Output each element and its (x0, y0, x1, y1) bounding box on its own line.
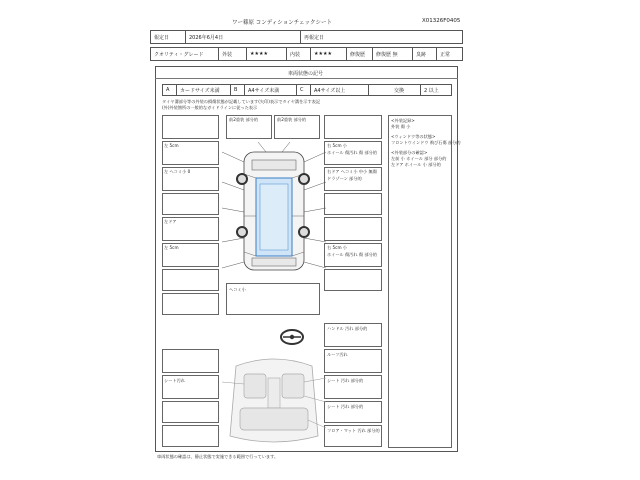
label-right-front-door: 右ドア ヘコミ小 中小 無傷 (327, 169, 377, 174)
label-driver-seat: シート 汚れ 部分的 (327, 378, 364, 383)
exterior-label: 外装 (219, 48, 247, 60)
wheel-front-left-icon (236, 173, 248, 185)
label-front-bumper: 前2重装 部分的 (229, 117, 259, 122)
pad-left-7 (162, 269, 219, 291)
legend-c-text: A4サイズ以上 (311, 85, 369, 95)
reinspection-label: 再報定日 (304, 34, 325, 41)
label-rear-floor: フロア・マット 汚れ 部分的 (327, 428, 380, 433)
wheel-rear-right-icon (298, 226, 310, 238)
pad-left-8 (162, 293, 219, 315)
info-row-dates (150, 30, 463, 44)
notes-line-2: <ウィンドウ等の状態> (391, 134, 436, 139)
interior-pad-left-4 (162, 425, 219, 447)
legend-b-text: A4サイズ未満 (245, 85, 297, 95)
sheet-title: ワー篠原 コンディションチェックシート (232, 20, 333, 26)
notes-line-5: 左前 小 ホイール 部分 部分的 (391, 156, 447, 161)
label-right-seat: シート 汚れ 部分的 (327, 404, 364, 409)
wheel-rear-left-icon (236, 226, 248, 238)
info-row-grades (150, 47, 463, 61)
note-line-2: (外)外装箇所の一般的なガイドラインに従った表示 (162, 105, 258, 110)
pad-left-4 (162, 193, 219, 215)
pad-right-4 (324, 193, 382, 215)
legend-d-label: 交換 (391, 85, 421, 95)
quality-grade-label: クオリティ・グレード (151, 48, 219, 60)
pet-label: 正常 (440, 51, 451, 58)
inspection-date-label: 報定日 (151, 31, 186, 43)
label-steering: ハンドル 汚れ 部分的 (327, 326, 368, 331)
legend-b-code: B (231, 85, 245, 95)
smoke-label: 修復歴 (347, 48, 373, 60)
label-dashboard: ルーフ汚れ (327, 352, 348, 357)
interior-pad-left-1 (162, 349, 219, 373)
notes-line-4: <外装部分の確認> (391, 150, 428, 155)
label-front-panel: 前2重装 部分的 (277, 117, 307, 122)
section-title: 車両状態の記号 (288, 71, 324, 77)
odor-label: 臭跡 (413, 48, 437, 60)
interior-label: 内装 (287, 48, 311, 60)
label-right-rear-detail: ホイール 傷汚れ 傷 部分的 (327, 252, 377, 257)
label-right-front-door-detail: ドラゾーン 部分的 (327, 176, 362, 181)
label-right-rear-fender: 右 5cm 小 (327, 245, 348, 250)
damage-legend (162, 84, 452, 96)
label-left-front-door: 左 ヘコミ小 0 (164, 169, 191, 174)
label-right-front-fender: 右 5cm 小 (327, 143, 348, 148)
exterior-stars: ★★★★ (247, 48, 287, 60)
pad-right-7 (324, 269, 382, 291)
legend-a-code: A (163, 85, 177, 95)
car-exterior-diagram (222, 138, 326, 284)
legend-c-code: C (297, 85, 311, 95)
notes-line-3: フロントウインドウ 飛び石傷 部分的 (391, 140, 461, 145)
car-interior-diagram (222, 356, 326, 446)
footer-note: 車両状態の確認は、静止状態で実施できる範囲で行っています。 (157, 454, 279, 459)
notes-line-1: 外装 傷 小 (391, 124, 411, 129)
sheet-id: X01326F0405 (422, 18, 461, 24)
pad-right-5 (324, 217, 382, 241)
label-right-front-detail: ホイール 傷汚れ 傷 部分的 (327, 150, 377, 155)
steering-wheel-icon (279, 328, 305, 346)
label-left-front-fender: 左 5cm (164, 143, 179, 148)
interior-stars: ★★★★ (311, 48, 347, 60)
inspection-date-value: 2026年6月4日 (186, 31, 301, 43)
label-left-front-seat: シート汚れ (164, 378, 185, 383)
wheel-front-right-icon (298, 173, 310, 185)
label-left-rear-door: 左ドア (164, 219, 177, 224)
notes-heading: <外装記録> (391, 118, 415, 123)
label-rear-bumper: ヘコミ小 (229, 287, 246, 292)
pad-right-1 (324, 115, 382, 139)
legend-d-value: 2 以上 (424, 87, 439, 94)
pad-left-1 (162, 115, 219, 139)
notes-line-6: 左ドア ホイール 小 部分的 (391, 162, 441, 167)
legend-a-text: カードサイズ未満 (177, 85, 231, 95)
repair-label: 修復歴 無 (373, 48, 413, 60)
interior-pad-left-3 (162, 401, 219, 423)
label-left-rear-fender: 左 5cm (164, 245, 179, 250)
note-line-1: タイヤ溝部分等の外装の損傷状態が記載しています(矢印)表示でタイヤ溝を示す表記 (162, 99, 321, 104)
